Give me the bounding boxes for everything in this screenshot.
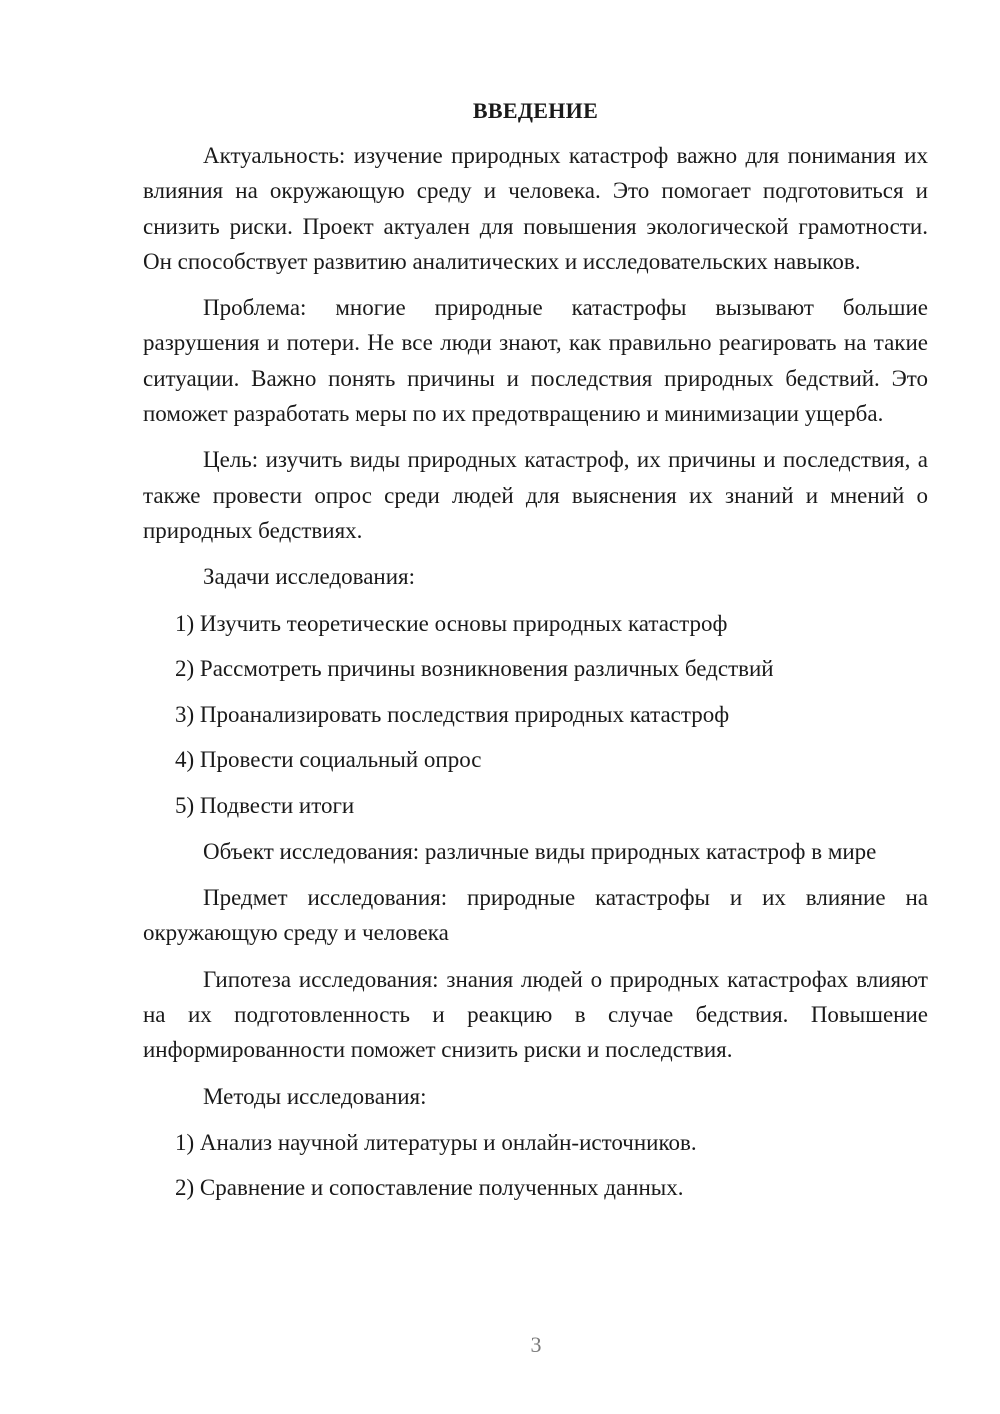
list-item-number: 2) [175,656,195,682]
list-item-text: Изучить теоретические основы природных катастроф [199,610,728,636]
list-item-text: Подвести итоги [199,792,355,818]
page-content [143,94,928,1217]
list-item-number: 1) [175,610,195,636]
goal-paragraph: Цель: изучить виды природных катастроф, их причины и последствия, а также провести опрос среди людей для выяснения их знаний и мнений о природных бедствиях. [143,447,928,543]
list-item-text: Провести социальный опрос [199,747,482,773]
tasks-list [143,606,928,823]
list-item [143,1170,928,1205]
list-item [143,742,928,777]
list-item [143,697,928,732]
hypothesis-paragraph: Гипотеза исследования: знания людей о природных катастрофах влияют на их подготовленность и реакцию в случае бедствия. Повышение информированности поможет снизить риски и последствия. [143,966,928,1063]
list-item [143,788,928,823]
list-item [143,606,928,641]
methods-list [143,1125,928,1206]
list-item-number: 2) [175,1175,195,1201]
subject-paragraph: Предмет исследования: природные катастрофы и их влияние на окружающую среду и человека [143,885,928,946]
page-number: 3 [530,1332,542,1357]
list-item-text: Анализ научной литературы и онлайн-источников. [199,1129,697,1155]
list-item-number: 3) [175,701,195,727]
list-item-number: 4) [175,747,195,773]
tasks-heading: Задачи исследования: [203,564,416,590]
relevance-paragraph: Актуальность: изучение природных катастроф важно для понимания их влияния на окружающую среду и человека. Это помогает подготовиться и снизить риски. Проект актуален для повышения экологической грамотности. Он способствует развитию аналитических и исследовательских навыков. [143,143,928,274]
list-item-text: Сравнение и сопоставление полученных данных. [199,1175,684,1201]
list-item [143,651,928,686]
problem-paragraph: Проблема: многие природные катастрофы вызывают большие разрушения и потери. Не все люди знают, как правильно реагировать на такие ситуации. Важно понять причины и последствия природных бедствий. Это поможет разработать меры по их предотвращению и минимизации ущерба. [143,295,928,427]
list-item-number: 1) [175,1129,195,1155]
list-item [143,1125,928,1160]
object-paragraph: Объект исследования: различные виды природных катастроф в мире [203,838,877,864]
list-item-text: Рассмотреть причины возникновения различных бедствий [199,656,774,682]
list-item-number: 5) [175,792,195,818]
methods-heading: Методы исследования: [203,1083,427,1109]
page-title: ВВЕДЕНИЕ [472,98,599,123]
list-item-text: Проанализировать последствия природных катастроф [199,701,730,727]
